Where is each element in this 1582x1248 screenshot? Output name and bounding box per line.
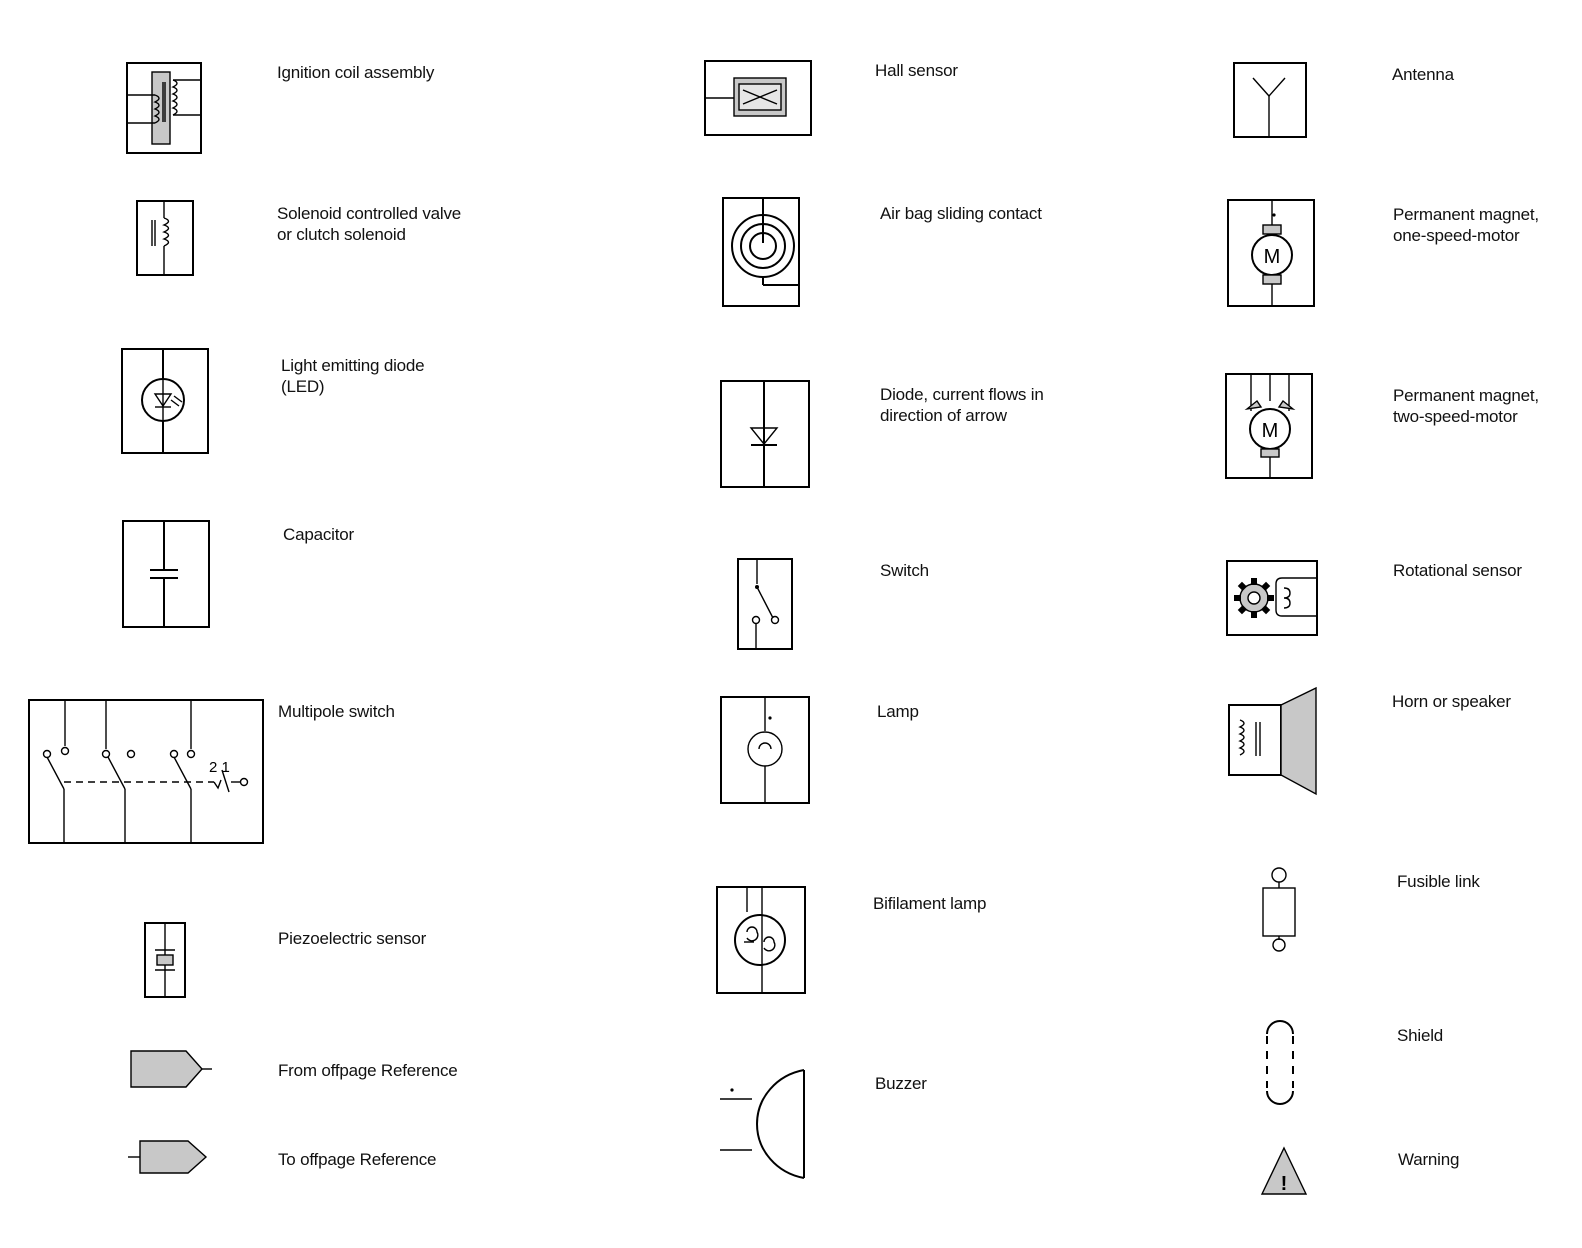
bifilament-lamp-icon — [714, 884, 808, 996]
diode-label: Diode, current flows in direction of arrow — [880, 385, 1044, 425]
motor-letter-text-2: M — [1261, 420, 1279, 442]
motor-one-speed-icon — [1225, 197, 1319, 309]
bifilament-lamp-label: Bifilament lamp — [873, 894, 987, 913]
shield-label: Shield — [1397, 1026, 1444, 1045]
ignition-coil-label: Ignition coil assembly — [277, 63, 435, 82]
warning-mark-text: ! — [1280, 1173, 1288, 1195]
lamp-label: Lamp — [877, 702, 919, 721]
airbag-contact-icon — [720, 195, 802, 309]
fusible-link-icon — [1256, 860, 1302, 956]
ignition-coil-icon — [125, 60, 205, 156]
shield-icon — [1262, 1014, 1298, 1110]
rotational-sensor-icon — [1224, 558, 1320, 638]
motor-two-speed-label: Permanent magnet, two-speed-motor — [1393, 386, 1539, 426]
fusible-link-label: Fusible link — [1397, 872, 1480, 891]
piezo-sensor-label: Piezoelectric sensor — [278, 929, 427, 948]
motor-one-speed-label: Permanent magnet, one-speed-motor — [1393, 205, 1539, 245]
hall-sensor-label: Hall sensor — [875, 61, 958, 80]
from-offpage-icon — [128, 1048, 216, 1092]
led-icon — [119, 346, 211, 456]
solenoid-label: Solenoid controlled valve or clutch solenoid — [277, 204, 462, 244]
capacitor-label: Capacitor — [283, 525, 354, 544]
motor-letter-text: M — [1263, 246, 1281, 268]
antenna-label: Antenna — [1392, 65, 1454, 84]
hall-sensor-icon — [702, 58, 814, 138]
multipole-switch-icon — [26, 697, 266, 847]
lamp-icon — [718, 694, 812, 806]
horn-label: Horn or speaker — [1392, 692, 1511, 711]
switch-label: Switch — [880, 561, 929, 580]
motor-two-speed-icon — [1223, 371, 1317, 481]
capacitor-icon — [120, 518, 212, 630]
switch-icon — [735, 556, 797, 654]
multipole-switch-label: Multipole switch — [278, 702, 395, 721]
antenna-icon — [1231, 60, 1311, 140]
buzzer-label: Buzzer — [875, 1074, 927, 1093]
piezo-sensor-icon — [142, 920, 188, 1000]
horn-icon — [1226, 684, 1322, 798]
from-offpage-label: From offpage Reference — [278, 1061, 458, 1080]
airbag-contact-label: Air bag sliding contact — [880, 204, 1042, 223]
switch-positions-text: 2 1 — [209, 759, 230, 776]
solenoid-icon — [134, 198, 198, 278]
rotational-sensor-label: Rotational sensor — [1393, 561, 1522, 580]
warning-icon — [1259, 1144, 1309, 1198]
warning-label: Warning — [1398, 1150, 1460, 1169]
diode-icon — [718, 378, 812, 490]
to-offpage-label: To offpage Reference — [278, 1150, 437, 1169]
to-offpage-icon — [126, 1138, 214, 1178]
buzzer-icon — [716, 1066, 810, 1184]
led-label: Light emitting diode (LED) — [281, 356, 425, 396]
